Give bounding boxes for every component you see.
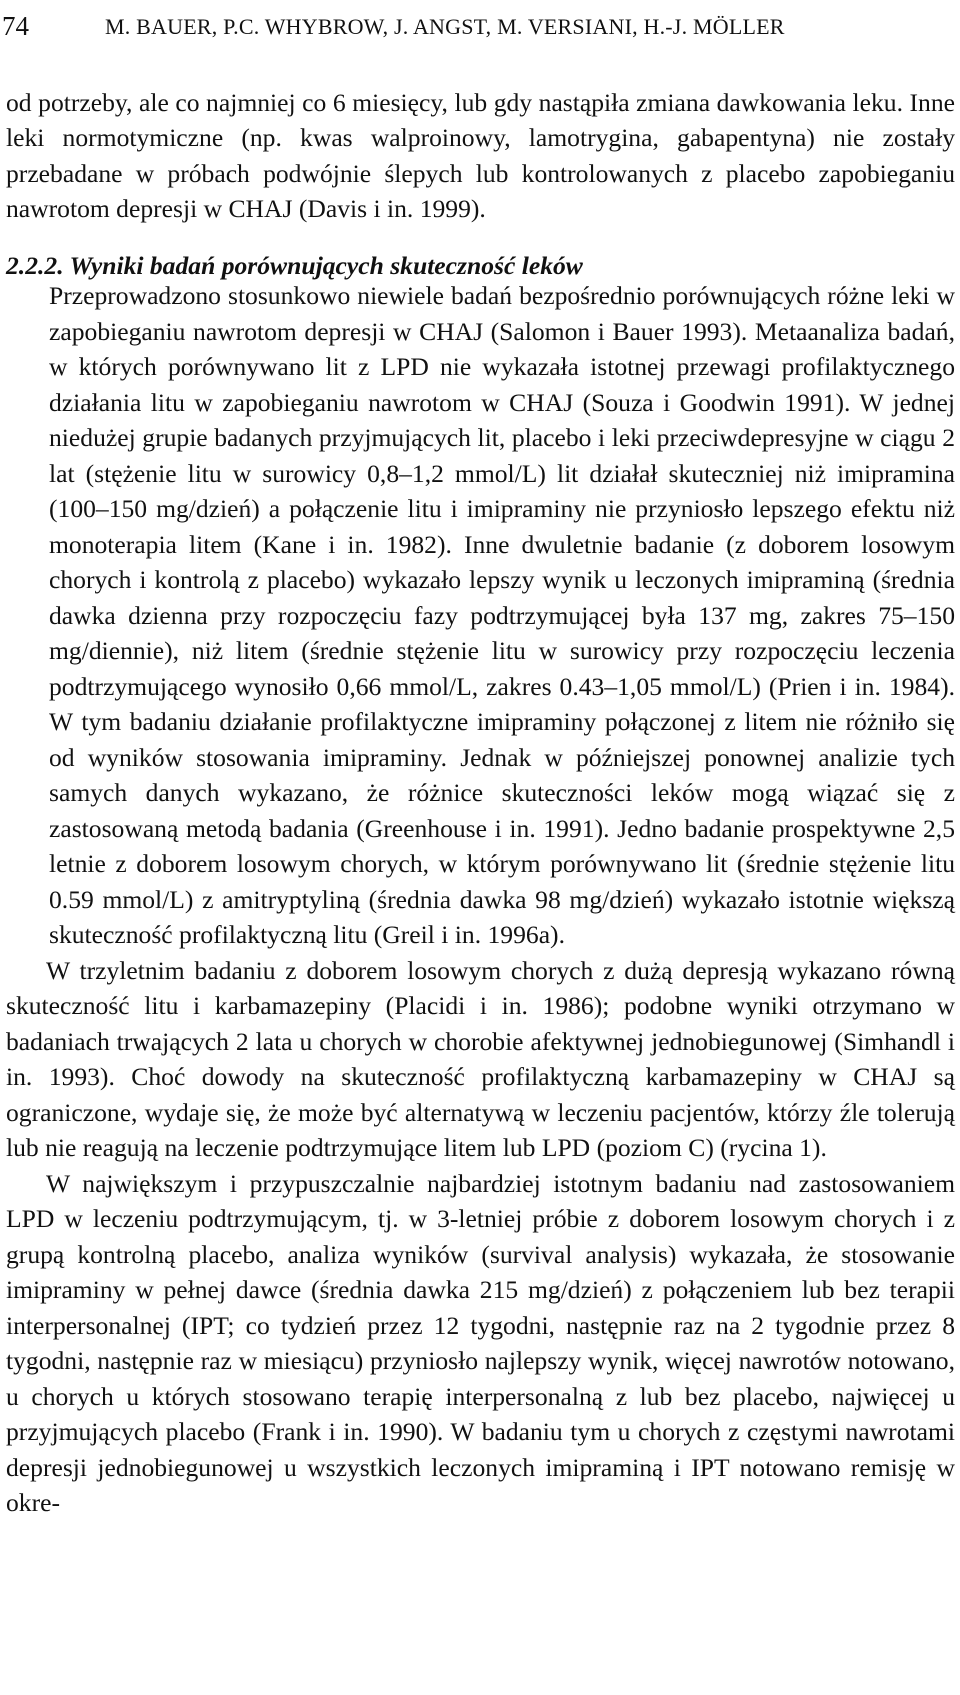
continued-paragraph: od potrzeby, ale co najmniej co 6 miesięcy, lub gdy nastąpiła zmiana dawkowania leku. Inne leki normotymiczne (np. kwas walproinowy, lamotrygina, gabapentyna) nie zostały przebadane w próbach podwójnie ślepych lub kontrolowanych z placebo zapobieganiu nawrotom depresji w CHAJ (Davis i in. 1999). (6, 87, 955, 224)
page-header (0, 10, 960, 42)
section-body (6, 265, 955, 1521)
body-paragraph: W największym i przypuszczalnie najbardziej istotnym badaniu nad zastosowaniem LPD w leczeniu podtrzymującym, tj. w 3-letniej próbie z doborem losowym chorych i z grupą kontrolną placebo, analiza wyników (survival analysis) wykazała, że stosowanie imipraminy w pełnej dawce (średnia dawka 215 mg/dzień) z połączeniem lub bez terapii interpersonalnej (IPT; co tydzień przez 12 tygodni, następnie raz na 2 tygodnie przez 8 tygodni, następnie raz w miesiącu) przyniosło najlepszy wynik, więcej nawrotów notowano, u chorych u których stosowano terapię interpersonalną z lub bez placebo, najwięcej u przyjmujących placebo (Frank i in. 1990). W badaniu tym u chorych z częstymi nawrotami depresji jednobiegunowej u wszystkich leczonych imipraminą i IPT notowano remisję w okre- (6, 1168, 955, 1517)
body-paragraph: Przeprowadzono stosunkowo niewiele badań bezpośrednio porównujących różne leki w zapobieganiu nawrotom depresji w CHAJ (Salomon i Bauer 1993). Metaanaliza badań, w których porównywano lit z LPD nie wykazała istotnej przewagi profilaktycznego działania litu w zapobieganiu nawrotom w CHAJ (Souza i Goodwin 1991). W jednej niedużej grupie badanych przyjmujących lit, placebo i leki przeciwdepresyjne w ciągu 2 lat (stężenie litu w surowicy 0,8–1,2 mmol/L) lit działał skuteczniej niż imipramina (100–150 mg/dzień) a połączenie litu i imipraminy nie przyniosło lepszego efektu niż monoterapia litem (Kane i in. 1982). Inne dwuletnie badanie (z doborem losowym chorych i kontrolą z placebo) wykazało lepszy wynik u leczonych imipraminą (średnia dawka dzienna przy rozpoczęciu fazy podtrzymującej była 137 mg, zakres 75–150 mg/diennie), niż litem (średnie stężenie litu w surowicy przy rozpoczęciu leczenia podtrzymującego wynosiło 0,66 mmol/L, zakres 0.43–1,05 mmol/L) (Prien i in. 1984). W tym badaniu działanie profilaktyczne imipraminy połączonej z litem nie różniło się od wyników stosowania imipraminy. Jednak w późniejszej ponownej analizie tych samych danych wykazano, że różnice skuteczności leków mogą wiązać się z zastosowaną metodą badania (Greenhouse i in. 1991). Jedno badanie prospektywne 2,5 letnie z doborem losowym chorych, w którym porównywano lit (średnie stężenie litu 0.59 mmol/L) z amitryptyliną (średnia dawka 98 mg/dzień) wykazało istotnie większą skuteczność profilaktyczną litu (Greil i in. 1996a). (49, 281, 955, 949)
section-heading: 2.2.2. Wyniki badań porównujących skuteczność leków (6, 251, 583, 281)
page-number: 74 (2, 11, 29, 41)
body-paragraph: W trzyletnim badaniu z doborem losowym chorych z dużą depresją wykazano równą skuteczność litu i karbamazepiny (Placidi i in. 1986); podobne wyniki otrzymano w badaniach trwających 2 lata u chorych w chorobie afektywnej jednobiegunowej (Simhandl i in. 1993). Choć dowody na skuteczność profilaktyczną karbamazepiny w CHAJ są ograniczone, wydaje się, że może być alternatywą w leczeniu pacjentów, którzy źle tolerują lub nie reagują na leczenie podtrzymujące litem lub LPD (poziom C) (rycina 1). (6, 955, 955, 1162)
running-head-authors: M. BAUER, P.C. WHYBROW, J. ANGST, M. VERSIANI, H.-J. MÖLLER (105, 14, 785, 39)
